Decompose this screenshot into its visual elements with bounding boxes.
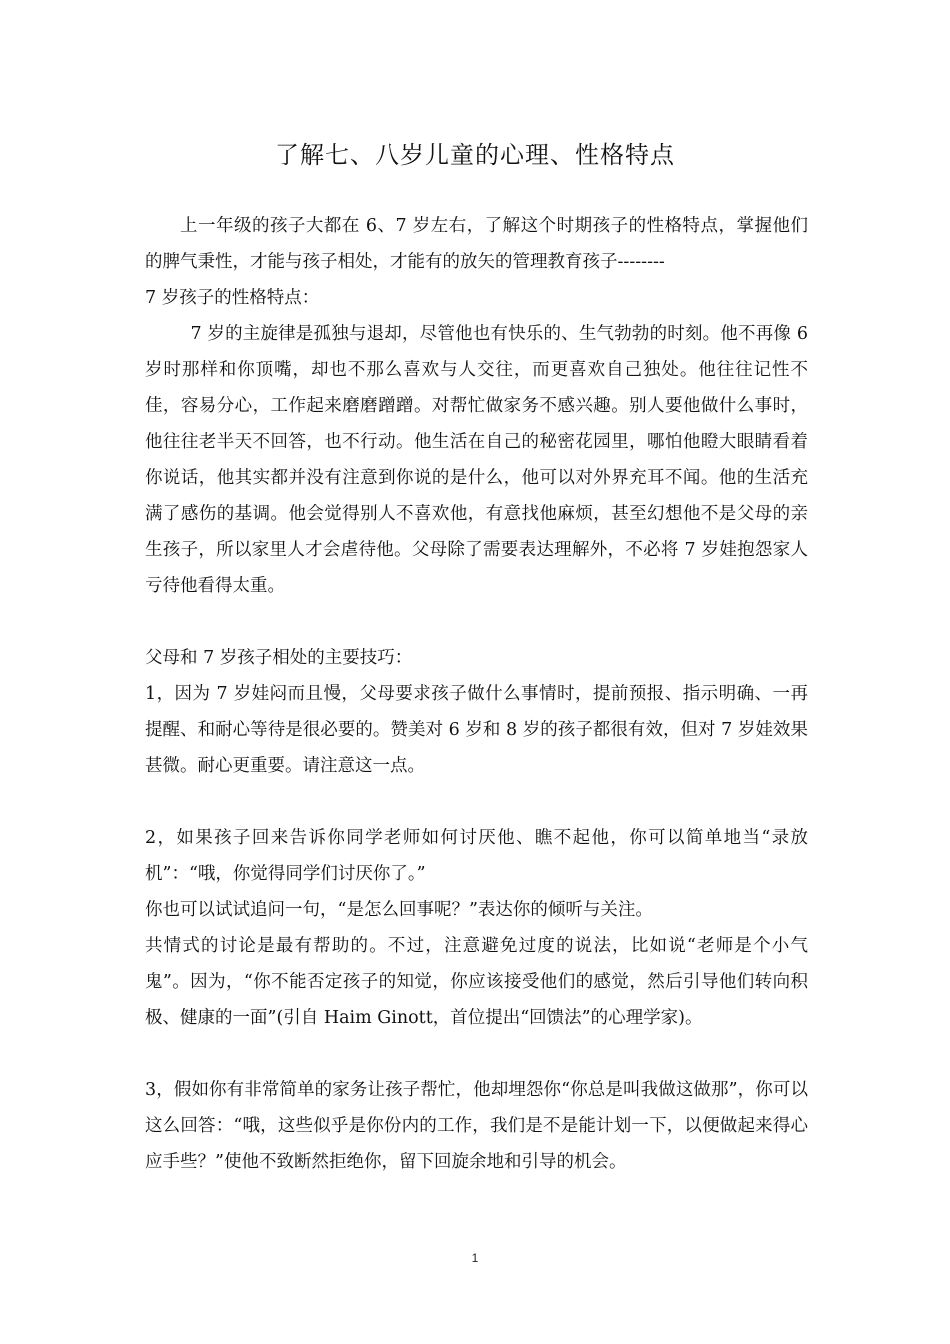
traits-heading: 7 岁孩子的性格特点：	[145, 288, 320, 308]
paragraph-gap	[145, 1036, 808, 1072]
skill-2-paragraph: 2，如果孩子回来告诉你同学老师如何讨厌他、瞧不起他，你可以简单地当“录放机”：“哦，你觉得同学们讨厌你了。”	[145, 828, 808, 884]
page-number: 1	[471, 1251, 479, 1265]
skill-1-paragraph: 1，因为 7 岁娃闷而且慢，父母要求孩子做什么事情时，提前预报、指示明确、一再提醒、和耐心等待是很必要的。赞美对 6 岁和 8 岁的孩子都很有效，但对 7 岁娃效果甚微。耐心更重要。请注意这一点。	[145, 684, 808, 776]
paragraph-gap	[145, 784, 808, 820]
document-body	[145, 208, 808, 1180]
skill-3-paragraph: 3，假如你有非常简单的家务让孩子帮忙，他却埋怨你“你总是叫我做这做那”，你可以这么回答：“哦，这些似乎是你份内的工作，我们是不是能计划一下，以便做起来得心应手些？”使他不致断然拒绝你，留下回旋余地和引导的机会。	[145, 1080, 808, 1172]
traits-paragraph: 7 岁的主旋律是孤独与退却，尽管他也有快乐的、生气勃勃的时刻。他不再像 6 岁时那样和你顶嘴，却也不那么喜欢与人交往，而更喜欢自己独处。他往往记性不佳，容易分心，工作起来磨磨蹭蹭。对帮忙做家务不感兴趣。别人要他做什么事时，他往往老半天不回答，也不行动。他生活在自己的秘密花园里，哪怕他瞪大眼睛看着你说话，他其实都并没有注意到你说的是什么，他可以对外界充耳不闻。他的生活充满了感伤的基调。他会觉得别人不喜欢他，有意找他麻烦，甚至幻想他不是父母的亲生孩子，所以家里人才会虐待他。父母除了需要表达理解外，不必将 7 岁娃抱怨家人亏待他看得太重。	[145, 324, 808, 596]
skill-2-discussion: 共情式的讨论是最有帮助的。不过，注意避免过度的说法，比如说“老师是个小气鬼”。因为，“你不能否定孩子的知觉，你应该接受他们的感觉，然后引导他们转向积极、健康的一面”(引自 Haim Ginott，首位提出“回馈法”的心理学家)。	[145, 936, 808, 1028]
intro-paragraph: 上一年级的孩子大都在 6、7 岁左右，了解这个时期孩子的性格特点，掌握他们的脾气秉性，才能与孩子相处，才能有的放矢的管理教育孩子--------	[145, 216, 808, 272]
skills-heading: 父母和 7 岁孩子相处的主要技巧：	[145, 648, 413, 668]
skill-2-followup: 你也可以试试追问一句，“是怎么回事呢？”表达你的倾听与关注。	[145, 900, 653, 920]
paragraph-gap	[145, 604, 808, 640]
page-title: 了解七、八岁儿童的心理、性格特点	[275, 141, 675, 169]
